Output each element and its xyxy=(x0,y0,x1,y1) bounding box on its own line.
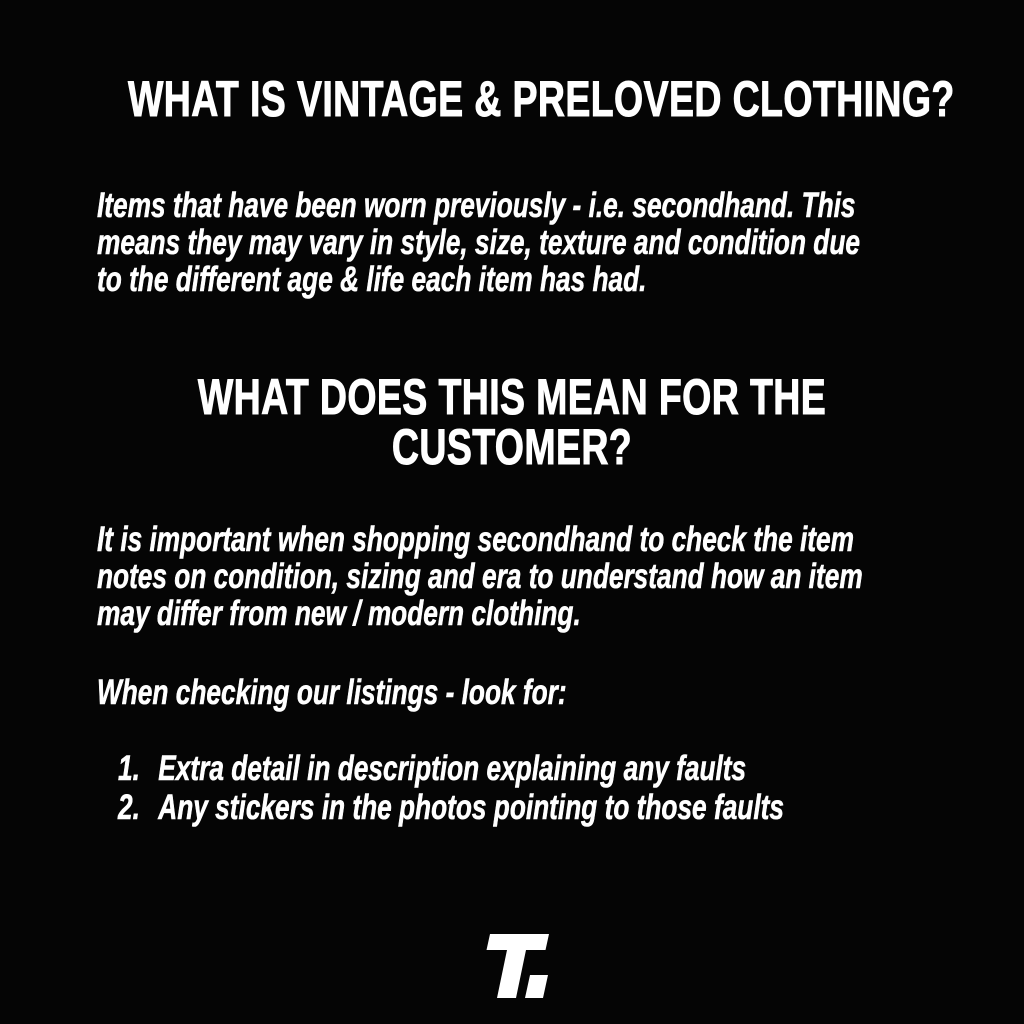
brand-t-logo-icon xyxy=(477,934,549,998)
list-item xyxy=(118,749,784,788)
page-title-text: WHAT IS VINTAGE & PRELOVED CLOTHING? xyxy=(128,71,955,127)
intro-line-3: to the different age & life each item has had. xyxy=(97,260,647,299)
subheading xyxy=(0,369,1024,475)
subheading-line-1: WHAT DOES THIS MEAN FOR THE xyxy=(197,369,827,425)
checklist xyxy=(118,749,1006,827)
list-item-text: Any stickers in the photos pointing to those faults xyxy=(158,788,784,827)
t-period-mark xyxy=(477,934,549,998)
shopping-info-paragraph xyxy=(97,521,1024,632)
listings-prompt-text: When checking our listings - look for: xyxy=(97,673,567,712)
intro-paragraph xyxy=(97,187,1024,298)
list-item-number: 1. xyxy=(118,749,140,788)
page-title xyxy=(0,71,1024,127)
list-item-number: 2. xyxy=(118,788,140,827)
shopping-info-line-1: It is important when shopping secondhand to check the item xyxy=(97,520,854,559)
listings-prompt xyxy=(97,674,723,711)
shopping-info-line-2: notes on condition, sizing and era to understand how an item xyxy=(97,557,863,596)
list-item xyxy=(118,788,784,827)
shopping-info-line-3: may differ from new / modern clothing. xyxy=(97,594,581,633)
brand-logo-text xyxy=(477,998,478,999)
intro-line-1: Items that have been worn previously - i.e. secondhand. This xyxy=(97,186,856,225)
intro-line-2: means they may vary in style, size, texture and condition due xyxy=(97,223,860,262)
subheading-line-2: CUSTOMER? xyxy=(391,419,633,475)
list-item-text: Extra detail in description explaining any faults xyxy=(158,749,747,788)
